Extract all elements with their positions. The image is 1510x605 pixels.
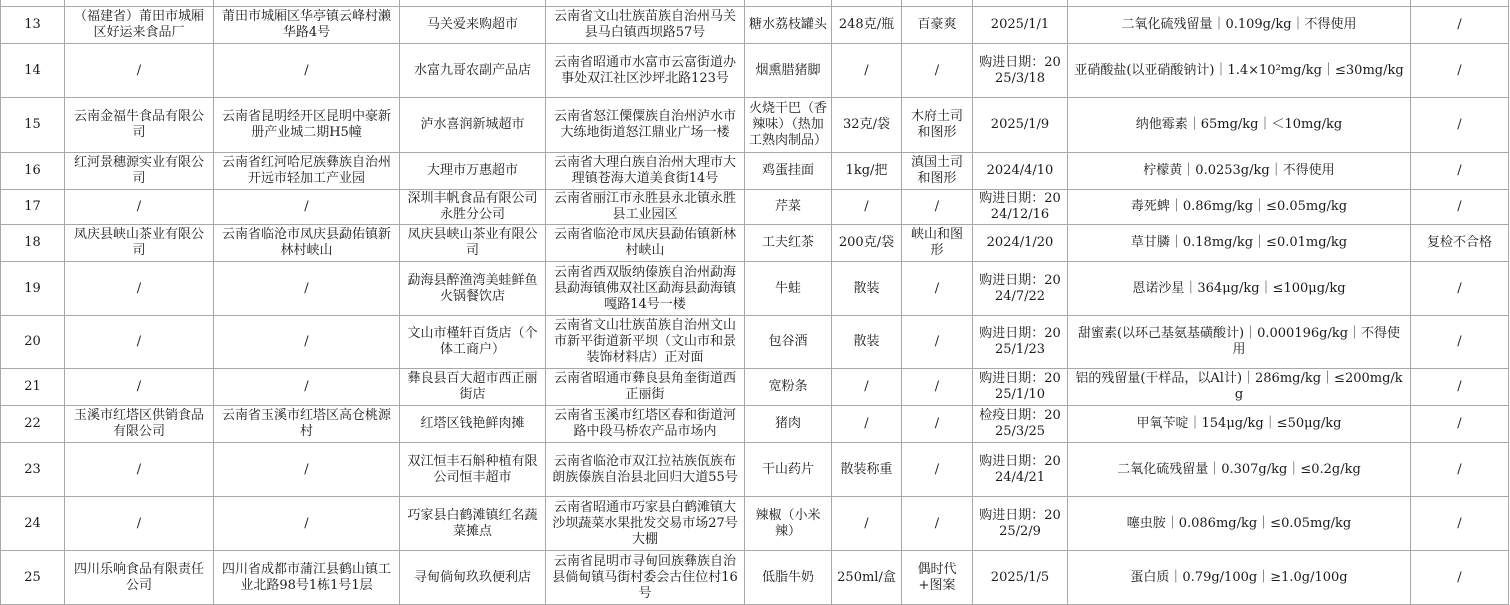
cell-date: 购进日期：2025/2/9 — [973, 497, 1068, 551]
cell-seller: 巧家县白鹤滩镇红名蔬菜摊点 — [400, 497, 546, 551]
cell-brand: / — [902, 497, 973, 551]
cell-seller-addr: 云南省丽江市永胜县永北镇永胜县工业园区 — [546, 190, 745, 225]
cell-product: 芹菜 — [745, 190, 832, 225]
cell-date: 购进日期：2025/1/23 — [973, 316, 1068, 369]
cell-product: 火烧干巴（香辣味）（热加工熟肉制品） — [745, 98, 832, 153]
cell-brand: 滇国土司和图形 — [902, 153, 973, 190]
cell-spec: 散装称重 — [832, 443, 902, 497]
table-row — [1, 551, 1509, 605]
cell-item: 甜蜜素(以环己基氨基磺酸计)｜0.000196g/kg｜不得使用 — [1068, 316, 1411, 369]
cell-item: 柠檬黄｜0.0253g/kg｜不得使用 — [1068, 153, 1411, 190]
cell-spec: 248克/瓶 — [832, 7, 902, 44]
cell-producer-addr: 云南省临沧市凤庆县勐佑镇新林村峡山 — [214, 225, 400, 262]
cell-producer: 凤庆县峡山茶业有限公司 — [65, 225, 214, 262]
cell-product: 鸡蛋挂面 — [745, 153, 832, 190]
cell-item: 铝的残留量(干样品，以Al计)｜286mg/kg｜≤200mg/kg — [1068, 369, 1411, 406]
cell-note: 复检不合格 — [1411, 225, 1509, 262]
cell-note: / — [1411, 190, 1509, 225]
table-row — [1, 7, 1509, 44]
cell-no: 22 — [1, 406, 65, 443]
cell-note: / — [1411, 551, 1509, 605]
cell-product: 宽粉条 — [745, 369, 832, 406]
cell-product: 包谷酒 — [745, 316, 832, 369]
cell-spec: 250ml/盒 — [832, 551, 902, 605]
cell-spec: 散装 — [832, 262, 902, 316]
cell-date: 购进日期：2024/12/16 — [973, 190, 1068, 225]
cell-product: 烟熏腊猪脚 — [745, 44, 832, 98]
cell-seller-addr: 云南省临沧市凤庆县勐佑镇新林村峡山 — [546, 225, 745, 262]
cell-note: / — [1411, 7, 1509, 44]
cell-product: 糖水荔枝罐头 — [745, 7, 832, 44]
cell-spec: / — [832, 369, 902, 406]
table-row — [1, 497, 1509, 551]
cell-no: 17 — [1, 190, 65, 225]
cell-product: 工夫红茶 — [745, 225, 832, 262]
cell-item: 亚硝酸盐(以亚硝酸钠计)｜1.4×10²mg/kg｜≤30mg/kg — [1068, 44, 1411, 98]
cell-no: 15 — [1, 98, 65, 153]
cell-producer-addr: / — [214, 369, 400, 406]
cell-seller-addr: 云南省玉溪市红塔区春和街道河路中段马桥农产品市场内 — [546, 406, 745, 443]
cell-producer-addr: 云南省玉溪市红塔区高仓桃源村 — [214, 406, 400, 443]
table-row — [1, 316, 1509, 369]
cell-seller: 红塔区钱艳鲜肉摊 — [400, 406, 546, 443]
cell-date: 2025/1/9 — [973, 98, 1068, 153]
cell-producer: 四川乐响食品有限责任公司 — [65, 551, 214, 605]
cell-no: 19 — [1, 262, 65, 316]
cell-no: 14 — [1, 44, 65, 98]
cell-item: 噻虫胺｜0.086mg/kg｜≤0.05mg/kg — [1068, 497, 1411, 551]
table-row — [1, 225, 1509, 262]
cell-item: 甲氧苄啶｜154μg/kg｜≤50μg/kg — [1068, 406, 1411, 443]
cell-producer: / — [65, 44, 214, 98]
cell-brand: / — [902, 190, 973, 225]
table-row — [1, 369, 1509, 406]
cell-seller: 泸水喜润新城超市 — [400, 98, 546, 153]
cell-producer-addr: / — [214, 44, 400, 98]
cell-date: 购进日期：2025/3/18 — [973, 44, 1068, 98]
cell-producer: / — [65, 443, 214, 497]
cell-seller-addr: 云南省西双版纳傣族自治州勐海县勐海镇佛双社区勐海县勐海镇嘎路14号一楼 — [546, 262, 745, 316]
table-row — [1, 262, 1509, 316]
table-row — [1, 98, 1509, 153]
cell-note: / — [1411, 497, 1509, 551]
cell-spec: / — [832, 44, 902, 98]
cell-brand: 峡山和图形 — [902, 225, 973, 262]
cell-brand: / — [902, 44, 973, 98]
table-row — [1, 190, 1509, 225]
cell-seller: 水富九哥农副产品店 — [400, 44, 546, 98]
cell-note: / — [1411, 443, 1509, 497]
cell-date: 购进日期：2024/7/22 — [973, 262, 1068, 316]
cell-note: / — [1411, 44, 1509, 98]
cell-item: 二氧化硫残留量｜0.307g/kg｜≤0.2g/kg — [1068, 443, 1411, 497]
cell-note: / — [1411, 262, 1509, 316]
cell-producer: 红河景穗源实业有限公司 — [65, 153, 214, 190]
cell-seller-addr: 云南省昭通市水富市云富街道办事处双江社区沙坪北路123号 — [546, 44, 745, 98]
cell-spec: 32克/袋 — [832, 98, 902, 153]
cell-seller-addr: 云南省大理白族自治州大理市大理镇苍海大道美食街14号 — [546, 153, 745, 190]
cell-no: 25 — [1, 551, 65, 605]
cell-product: 辣椒（小米辣） — [745, 497, 832, 551]
cell-producer: / — [65, 369, 214, 406]
cell-seller-addr: 云南省昭通市彝良县角奎街道西正丽街 — [546, 369, 745, 406]
cell-note: / — [1411, 406, 1509, 443]
cell-spec: / — [832, 406, 902, 443]
cell-seller: 文山市槿轩百货店（个体工商户） — [400, 316, 546, 369]
cell-seller: 勐海县醉渔湾美蛙鲜鱼火锅餐饮店 — [400, 262, 546, 316]
cell-spec: 200克/袋 — [832, 225, 902, 262]
cell-seller-addr: 云南省临沧市双江拉祜族佤族布朗族傣族自治县北回归大道55号 — [546, 443, 745, 497]
cell-producer-addr: 莆田市城厢区华亭镇云峰村濑华路4号 — [214, 7, 400, 44]
cell-note: / — [1411, 153, 1509, 190]
cell-item: 草甘膦｜0.18mg/kg｜≤0.01mg/kg — [1068, 225, 1411, 262]
table-row — [1, 44, 1509, 98]
cell-brand: / — [902, 262, 973, 316]
cell-seller-addr: 云南省昭通市巧家县白鹤滩镇大沙坝蔬菜水果批发交易市场27号大棚 — [546, 497, 745, 551]
cell-item: 纳他霉素｜65mg/kg｜＜10mg/kg — [1068, 98, 1411, 153]
cell-no: 16 — [1, 153, 65, 190]
cell-producer: 玉溪市红塔区供销食品有限公司 — [65, 406, 214, 443]
cell-producer: / — [65, 497, 214, 551]
cell-date: 购进日期：2025/1/10 — [973, 369, 1068, 406]
table-body — [1, 0, 1509, 605]
cell-seller-addr: 云南省昆明市寻甸回族彝族自治县倘甸镇马街村委会古住位村16号 — [546, 551, 745, 605]
cell-product: 牛蛙 — [745, 262, 832, 316]
cell-producer: / — [65, 190, 214, 225]
cell-product: 猪肉 — [745, 406, 832, 443]
cell-no: 20 — [1, 316, 65, 369]
cell-product: 低脂牛奶 — [745, 551, 832, 605]
cell-date: 检疫日期：2025/3/25 — [973, 406, 1068, 443]
cell-producer-addr: / — [214, 443, 400, 497]
cell-no: 23 — [1, 443, 65, 497]
cell-item: 二氧化硫残留量｜0.109g/kg｜不得使用 — [1068, 7, 1411, 44]
cell-no: 24 — [1, 497, 65, 551]
cell-product: 干山药片 — [745, 443, 832, 497]
cell-brand: 百豪爽 — [902, 7, 973, 44]
cell-producer: / — [65, 316, 214, 369]
cell-no: 21 — [1, 369, 65, 406]
cell-seller: 彝良县百大超市西正丽街店 — [400, 369, 546, 406]
cell-no: 18 — [1, 225, 65, 262]
cell-brand: 偶时代+图案 — [902, 551, 973, 605]
cell-seller: 双江恒丰石斛种植有限公司恒丰超市 — [400, 443, 546, 497]
cell-producer-addr: / — [214, 262, 400, 316]
cell-seller: 大理市万惠超市 — [400, 153, 546, 190]
cell-spec: 散装 — [832, 316, 902, 369]
cell-date: 2024/4/10 — [973, 153, 1068, 190]
cell-date: 2025/1/1 — [973, 7, 1068, 44]
cell-note: / — [1411, 316, 1509, 369]
cell-date: 购进日期：2024/4/21 — [973, 443, 1068, 497]
cell-no: 13 — [1, 7, 65, 44]
cell-producer-addr: / — [214, 316, 400, 369]
cell-spec: / — [832, 190, 902, 225]
cell-spec: 1kg/把 — [832, 153, 902, 190]
cell-seller-addr: 云南省文山壮族苗族自治州马关县马白镇西坝路57号 — [546, 7, 745, 44]
cell-note: / — [1411, 98, 1509, 153]
table-row — [1, 443, 1509, 497]
cell-producer-addr: 四川省成都市蒲江县鹤山镇工业北路98号1栋1号1层 — [214, 551, 400, 605]
cell-seller: 凤庆县峡山茶业有限公司 — [400, 225, 546, 262]
cell-brand: / — [902, 316, 973, 369]
cell-item: 蛋白质｜0.79g/100g｜≥1.0g/100g — [1068, 551, 1411, 605]
cell-seller-addr: 云南省怒江傈僳族自治州泸水市大练地街道怒江鼎业广场一楼 — [546, 98, 745, 153]
cell-brand: / — [902, 406, 973, 443]
cell-item: 毒死蜱｜0.86mg/kg｜≤0.05mg/kg — [1068, 190, 1411, 225]
cell-seller: 深圳丰帆食品有限公司永胜分公司 — [400, 190, 546, 225]
cell-date: 2024/1/20 — [973, 225, 1068, 262]
cell-seller: 寻甸倘甸玖玖便利店 — [400, 551, 546, 605]
table-row — [1, 406, 1509, 443]
cell-producer: （福建省）莆田市城厢区好运来食品厂 — [65, 7, 214, 44]
cell-seller: 马关爱来购超市 — [400, 7, 546, 44]
cell-producer-addr: 云南省红河哈尼族彝族自治州开远市轻加工产业园 — [214, 153, 400, 190]
table-row — [1, 153, 1509, 190]
cell-note: / — [1411, 369, 1509, 406]
cell-brand: / — [902, 369, 973, 406]
cell-brand: / — [902, 443, 973, 497]
cell-item: 恩诺沙星｜364μg/kg｜≤100μg/kg — [1068, 262, 1411, 316]
cell-date: 2025/1/5 — [973, 551, 1068, 605]
cell-producer: / — [65, 262, 214, 316]
cell-producer-addr: / — [214, 190, 400, 225]
cell-producer-addr: / — [214, 497, 400, 551]
cell-spec: / — [832, 497, 902, 551]
cell-producer: 云南金福牛食品有限公司 — [65, 98, 214, 153]
cell-brand: 木府土司和图形 — [902, 98, 973, 153]
cell-producer-addr: 云南省昆明经开区昆明中豪新册产业城二期H5幢 — [214, 98, 400, 153]
cell-seller-addr: 云南省文山壮族苗族自治州文山市新平街道新平坝（文山市和景装饰材料店）正对面 — [546, 316, 745, 369]
